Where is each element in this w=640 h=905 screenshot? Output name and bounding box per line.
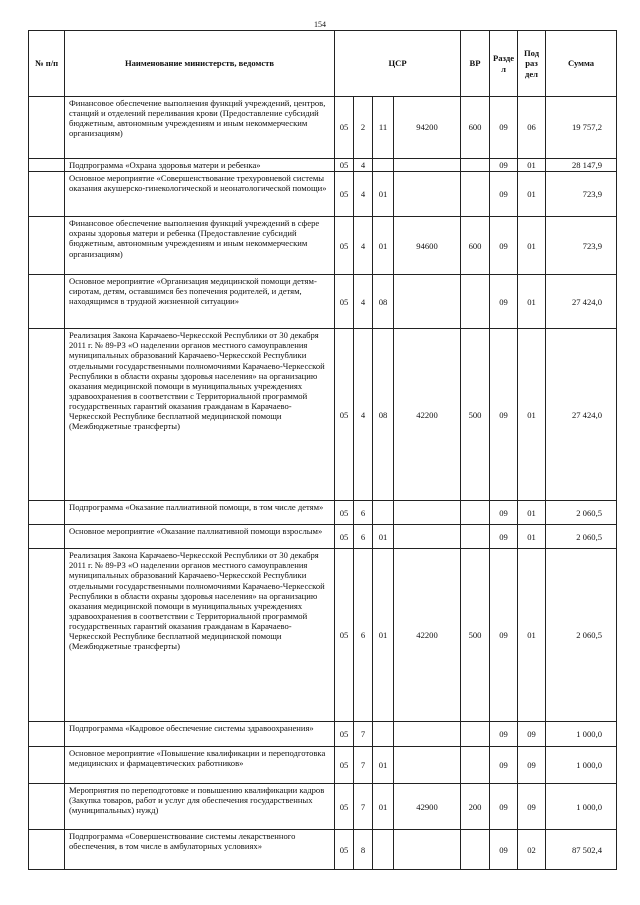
cell-c1: 05 — [335, 747, 354, 784]
cell-sum: 2 060,5 — [546, 501, 617, 525]
table-row — [29, 501, 617, 525]
cell-name: Финансовое обеспечение выполнения функций учреждений, центров, станций и отделений переливания крови (Предоставление субсидий бюджетным, автономным учреждениям и иным некоммерческим организациям) — [65, 97, 335, 159]
cell-c2: 7 — [354, 784, 373, 830]
cell-sub: 01 — [518, 501, 546, 525]
cell-vr — [461, 501, 490, 525]
table-row — [29, 830, 617, 870]
cell-vr — [461, 275, 490, 329]
cell-sum: 87 502,4 — [546, 830, 617, 870]
cell-num — [29, 784, 65, 830]
cell-sec: 09 — [490, 329, 518, 501]
cell-num — [29, 159, 65, 172]
header-csr: ЦСР — [335, 31, 461, 97]
cell-num — [29, 217, 65, 275]
cell-c4 — [394, 172, 461, 217]
table-row — [29, 722, 617, 747]
cell-c1: 05 — [335, 217, 354, 275]
table-row — [29, 747, 617, 784]
cell-sum: 1 000,0 — [546, 747, 617, 784]
cell-c3: 01 — [373, 172, 394, 217]
budget-table — [28, 30, 617, 870]
cell-vr — [461, 159, 490, 172]
cell-sum: 723,9 — [546, 172, 617, 217]
cell-sub: 01 — [518, 159, 546, 172]
cell-c2: 6 — [354, 501, 373, 525]
cell-sec: 09 — [490, 830, 518, 870]
cell-c4 — [394, 747, 461, 784]
cell-c1: 05 — [335, 97, 354, 159]
cell-c2: 7 — [354, 747, 373, 784]
cell-c3: 01 — [373, 784, 394, 830]
cell-sum: 27 424,0 — [546, 275, 617, 329]
cell-num — [29, 525, 65, 549]
cell-c1: 05 — [335, 501, 354, 525]
cell-name: Реализация Закона Карачаево-Черкесской Республики от 30 декабря 2011 г. № 89-РЗ «О наделении органов местного самоуправления муниципальных образований Карачаево-Черкесской Республики отдельными государственными полномочиями Карачаево-Черкесской Республики в области охраны здоровья населения» на организацию оказания медицинской помощи в муниципальных учреждениях здравоохранения в соответствии с Территориальной программой государственных гарантий оказания гражданам в Карачаево-Черкесской Республике бесплатной медицинской помощи (Межбюджетные трансферты) — [65, 329, 335, 501]
cell-c3: 01 — [373, 549, 394, 722]
header-row — [29, 31, 617, 97]
cell-sub: 06 — [518, 97, 546, 159]
cell-sec: 09 — [490, 747, 518, 784]
cell-c1: 05 — [335, 722, 354, 747]
cell-num — [29, 830, 65, 870]
cell-sub: 09 — [518, 722, 546, 747]
table-row — [29, 784, 617, 830]
cell-sec: 09 — [490, 525, 518, 549]
cell-c4 — [394, 830, 461, 870]
cell-num — [29, 97, 65, 159]
cell-sec: 09 — [490, 784, 518, 830]
cell-name: Финансовое обеспечение выполнения функций учреждений в сфере охраны здоровья матери и ребенка (Предоставление субсидий бюджетным, автономным учреждениям и иным некоммерческим организациям) — [65, 217, 335, 275]
cell-c2: 2 — [354, 97, 373, 159]
table-row — [29, 329, 617, 501]
cell-vr — [461, 172, 490, 217]
cell-num — [29, 549, 65, 722]
cell-sec: 09 — [490, 722, 518, 747]
cell-sum: 1 000,0 — [546, 722, 617, 747]
cell-sub: 01 — [518, 217, 546, 275]
cell-vr — [461, 525, 490, 549]
cell-vr — [461, 747, 490, 784]
table-row — [29, 159, 617, 172]
cell-sec: 09 — [490, 172, 518, 217]
cell-sub: 01 — [518, 172, 546, 217]
cell-num — [29, 275, 65, 329]
cell-c3 — [373, 159, 394, 172]
cell-num — [29, 722, 65, 747]
header-vr: ВР — [461, 31, 490, 97]
cell-c3 — [373, 830, 394, 870]
cell-num — [29, 747, 65, 784]
cell-sub: 01 — [518, 275, 546, 329]
cell-c3: 11 — [373, 97, 394, 159]
cell-vr — [461, 722, 490, 747]
cell-sum: 1 000,0 — [546, 784, 617, 830]
cell-sec: 09 — [490, 159, 518, 172]
cell-c2: 4 — [354, 217, 373, 275]
cell-c1: 05 — [335, 784, 354, 830]
cell-vr: 500 — [461, 329, 490, 501]
cell-c1: 05 — [335, 275, 354, 329]
cell-c2: 4 — [354, 329, 373, 501]
cell-c4: 42900 — [394, 784, 461, 830]
cell-c4 — [394, 275, 461, 329]
cell-c4 — [394, 159, 461, 172]
cell-c4: 42200 — [394, 329, 461, 501]
cell-name: Подпрограмма «Совершенствование системы лекарственного обеспечения, в том числе в амбулаторных условиях» — [65, 830, 335, 870]
table-row — [29, 172, 617, 217]
cell-c1: 05 — [335, 549, 354, 722]
cell-sec: 09 — [490, 97, 518, 159]
cell-c2: 7 — [354, 722, 373, 747]
cell-c3: 01 — [373, 747, 394, 784]
cell-sec: 09 — [490, 275, 518, 329]
table-row — [29, 97, 617, 159]
cell-c3: 01 — [373, 525, 394, 549]
cell-sum: 2 060,5 — [546, 549, 617, 722]
cell-vr: 500 — [461, 549, 490, 722]
cell-c1: 05 — [335, 159, 354, 172]
cell-name: Мероприятия по переподготовке и повышению квалификации кадров (Закупка товаров, работ и услуг для обеспечения государственных (муниципальных) нужд) — [65, 784, 335, 830]
cell-c2: 4 — [354, 275, 373, 329]
cell-sum: 27 424,0 — [546, 329, 617, 501]
page-number: 154 — [314, 20, 326, 29]
cell-name: Основное мероприятие «Организация медицинской помощи детям-сиротам, детям, оставшимся без попечения родителей, и детям, находящимся в трудной жизненной ситуации» — [65, 275, 335, 329]
cell-sum: 723,9 — [546, 217, 617, 275]
cell-vr: 600 — [461, 97, 490, 159]
cell-sum: 19 757,2 — [546, 97, 617, 159]
header-sum: Сумма — [546, 31, 617, 97]
cell-c4 — [394, 501, 461, 525]
cell-name: Основное мероприятие «Повышение квалификации и переподготовка медицинских и фармацевтических работников» — [65, 747, 335, 784]
header-section: Разде л — [490, 31, 518, 97]
cell-name: Основное мероприятие «Совершенствование трехуровневой системы оказания акушерско-гинекологической и неонатологической помощи» — [65, 172, 335, 217]
cell-c4: 42200 — [394, 549, 461, 722]
cell-sub: 09 — [518, 747, 546, 784]
cell-sec: 09 — [490, 217, 518, 275]
header-num: № п/п — [29, 31, 65, 97]
cell-sec: 09 — [490, 501, 518, 525]
cell-name: Подпрограмма «Кадровое обеспечение системы здравоохранения» — [65, 722, 335, 747]
cell-c3 — [373, 501, 394, 525]
cell-sub: 01 — [518, 549, 546, 722]
cell-sub: 01 — [518, 525, 546, 549]
cell-sec: 09 — [490, 549, 518, 722]
table-row — [29, 217, 617, 275]
cell-c1: 05 — [335, 525, 354, 549]
cell-c4: 94600 — [394, 217, 461, 275]
cell-c2: 4 — [354, 172, 373, 217]
header-subsection: Под раз дел — [518, 31, 546, 97]
cell-name: Основное мероприятие «Оказание паллиативной помощи взрослым» — [65, 525, 335, 549]
cell-sum: 28 147,9 — [546, 159, 617, 172]
table-row — [29, 275, 617, 329]
cell-sub: 01 — [518, 329, 546, 501]
cell-c1: 05 — [335, 329, 354, 501]
cell-c2: 6 — [354, 549, 373, 722]
cell-vr: 600 — [461, 217, 490, 275]
cell-sub: 09 — [518, 784, 546, 830]
cell-c1: 05 — [335, 172, 354, 217]
cell-name: Подпрограмма «Оказание паллиативной помощи, в том числе детям» — [65, 501, 335, 525]
cell-c2: 8 — [354, 830, 373, 870]
cell-c4 — [394, 722, 461, 747]
cell-vr — [461, 830, 490, 870]
cell-c4: 94200 — [394, 97, 461, 159]
cell-name: Подпрограмма «Охрана здоровья матери и ребенка» — [65, 159, 335, 172]
cell-c3: 08 — [373, 329, 394, 501]
cell-c3: 08 — [373, 275, 394, 329]
cell-num — [29, 329, 65, 501]
cell-vr: 200 — [461, 784, 490, 830]
header-name: Наименование министерств, ведомств — [65, 31, 335, 97]
cell-num — [29, 501, 65, 525]
cell-c3 — [373, 722, 394, 747]
cell-c4 — [394, 525, 461, 549]
cell-sum: 2 060,5 — [546, 525, 617, 549]
cell-num — [29, 172, 65, 217]
cell-c2: 6 — [354, 525, 373, 549]
table-row — [29, 549, 617, 722]
table-row — [29, 525, 617, 549]
cell-c2: 4 — [354, 159, 373, 172]
cell-sub: 02 — [518, 830, 546, 870]
cell-c1: 05 — [335, 830, 354, 870]
cell-name: Реализация Закона Карачаево-Черкесской Республики от 30 декабря 2011 г. № 89-РЗ «О наделении органов местного самоуправления муниципальных образований Карачаево-Черкесской Республики отдельными государственными полномочиями Карачаево-Черкесской Республики в области охраны здоровья населения» на организацию оказания медицинской помощи в муниципальных учреждениях здравоохранения в соответствии с Территориальной программой государственных гарантий оказания гражданам в Карачаево-Черкесской Республике бесплатной медицинской помощи (Межбюджетные трансферты) — [65, 549, 335, 722]
cell-c3: 01 — [373, 217, 394, 275]
